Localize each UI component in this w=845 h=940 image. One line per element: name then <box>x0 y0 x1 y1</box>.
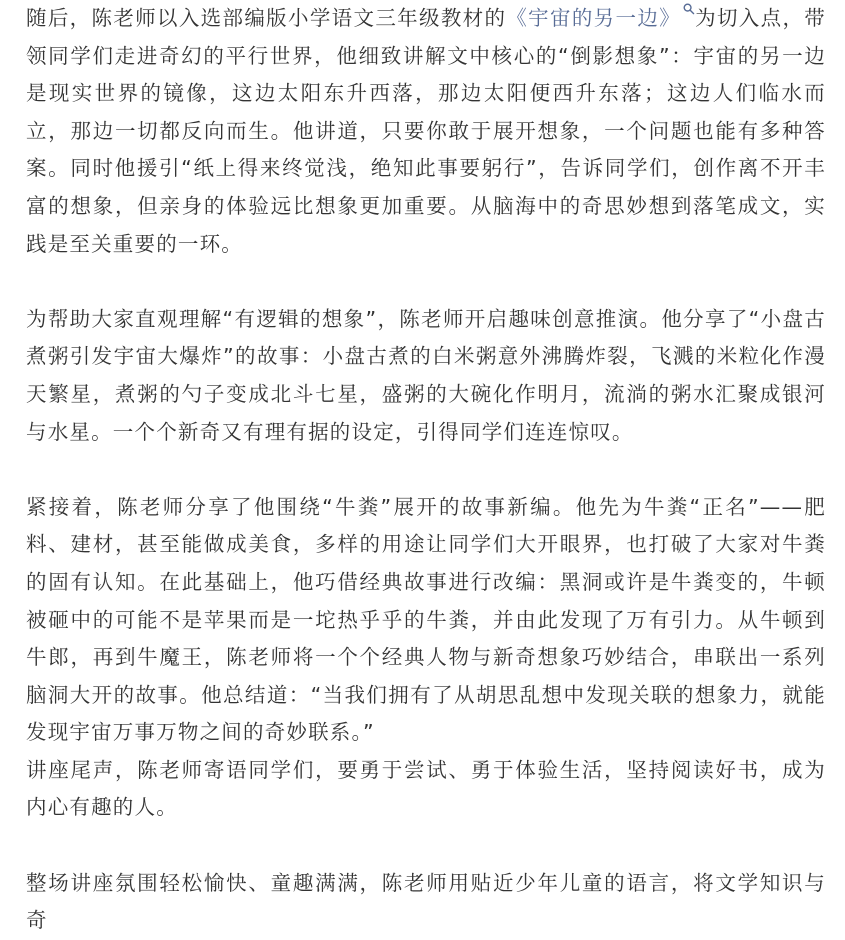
paragraph-creative-deduction: 为帮助大家直观理解“有逻辑的想象”，陈老师开启趣味创意推演。他分享了“小盘古煮粥引发宇宙大爆炸”的故事：小盘古煮的白米粥意外沸腾炸裂，飞溅的米粒化作漫天繁星，煮粥的勺子变成北斗七星，盛粥的大碗化作明月，流淌的粥水汇聚成银河与水星。一个个新奇又有理有据的设定，引得同学们连连惊叹。 <box>26 306 826 444</box>
paragraph-spacer <box>26 263 826 301</box>
paragraph-spacer <box>26 827 826 865</box>
search-icon[interactable] <box>683 3 695 17</box>
article-body <box>26 0 826 940</box>
paragraph-story-rewrite: 紧接着，陈老师分享了他围绕“牛粪”展开的故事新编。他先为牛粪“正名”——肥料、建材，甚至能做成美食，多样的用途让同学们大开眼界，也打破了大家对牛粪的固有认知。在此基础上，他巧借经典故事进行改编：黑洞或许是牛粪变的，牛顿被砸中的可能不是苹果而是一坨热乎乎的牛粪，并由此发现了万有引力。从牛顿到牛郎，再到牛魔王，陈老师将一个个经典人物与新奇想象巧妙结合，串联出一系列脑洞大开的故事。他总结道：“当我们拥有了从胡思乱想中发现关联的想象力，就能发现宇宙万事万物之间的奇妙联系。” <box>26 494 826 745</box>
paragraph-intro-text-start: 随后，陈老师以入选部编版小学语文三年级教材的 <box>26 6 507 30</box>
book-title-link[interactable]: 《宇宙的另一边》 <box>506 6 681 30</box>
paragraph-spacer <box>26 451 826 489</box>
paragraph-intro <box>26 0 826 263</box>
paragraph-intro-text-end: 为切入点，带领同学们走进奇幻的平行世界，他细致讲解文中核心的“倒影想象”：宇宙的另一边是现实世界的镜像，这边太阳东升西落，那边太阳便西升东落；这边人们临水而立，那边一切都反向而生。他讲道，只要你敢于展开想象，一个问题也能有多种答案。同时他援引“纸上得来终觉浅，绝知此事要躬行”，告诉同学们，创作离不开丰富的想象，但亲身的体验远比想象更加重要。从脑海中的奇思妙想到落笔成文，实践是至关重要的一环。 <box>26 6 826 256</box>
paragraph-closing-remarks: 讲座尾声，陈老师寄语同学们，要勇于尝试、勇于体验生活，坚持阅读好书，成为内心有趣的人。 <box>26 757 826 820</box>
paragraph-summary: 整场讲座氛围轻松愉快、童趣满满，陈老师用贴近少年儿童的语言，将文学知识与奇 <box>26 870 826 933</box>
